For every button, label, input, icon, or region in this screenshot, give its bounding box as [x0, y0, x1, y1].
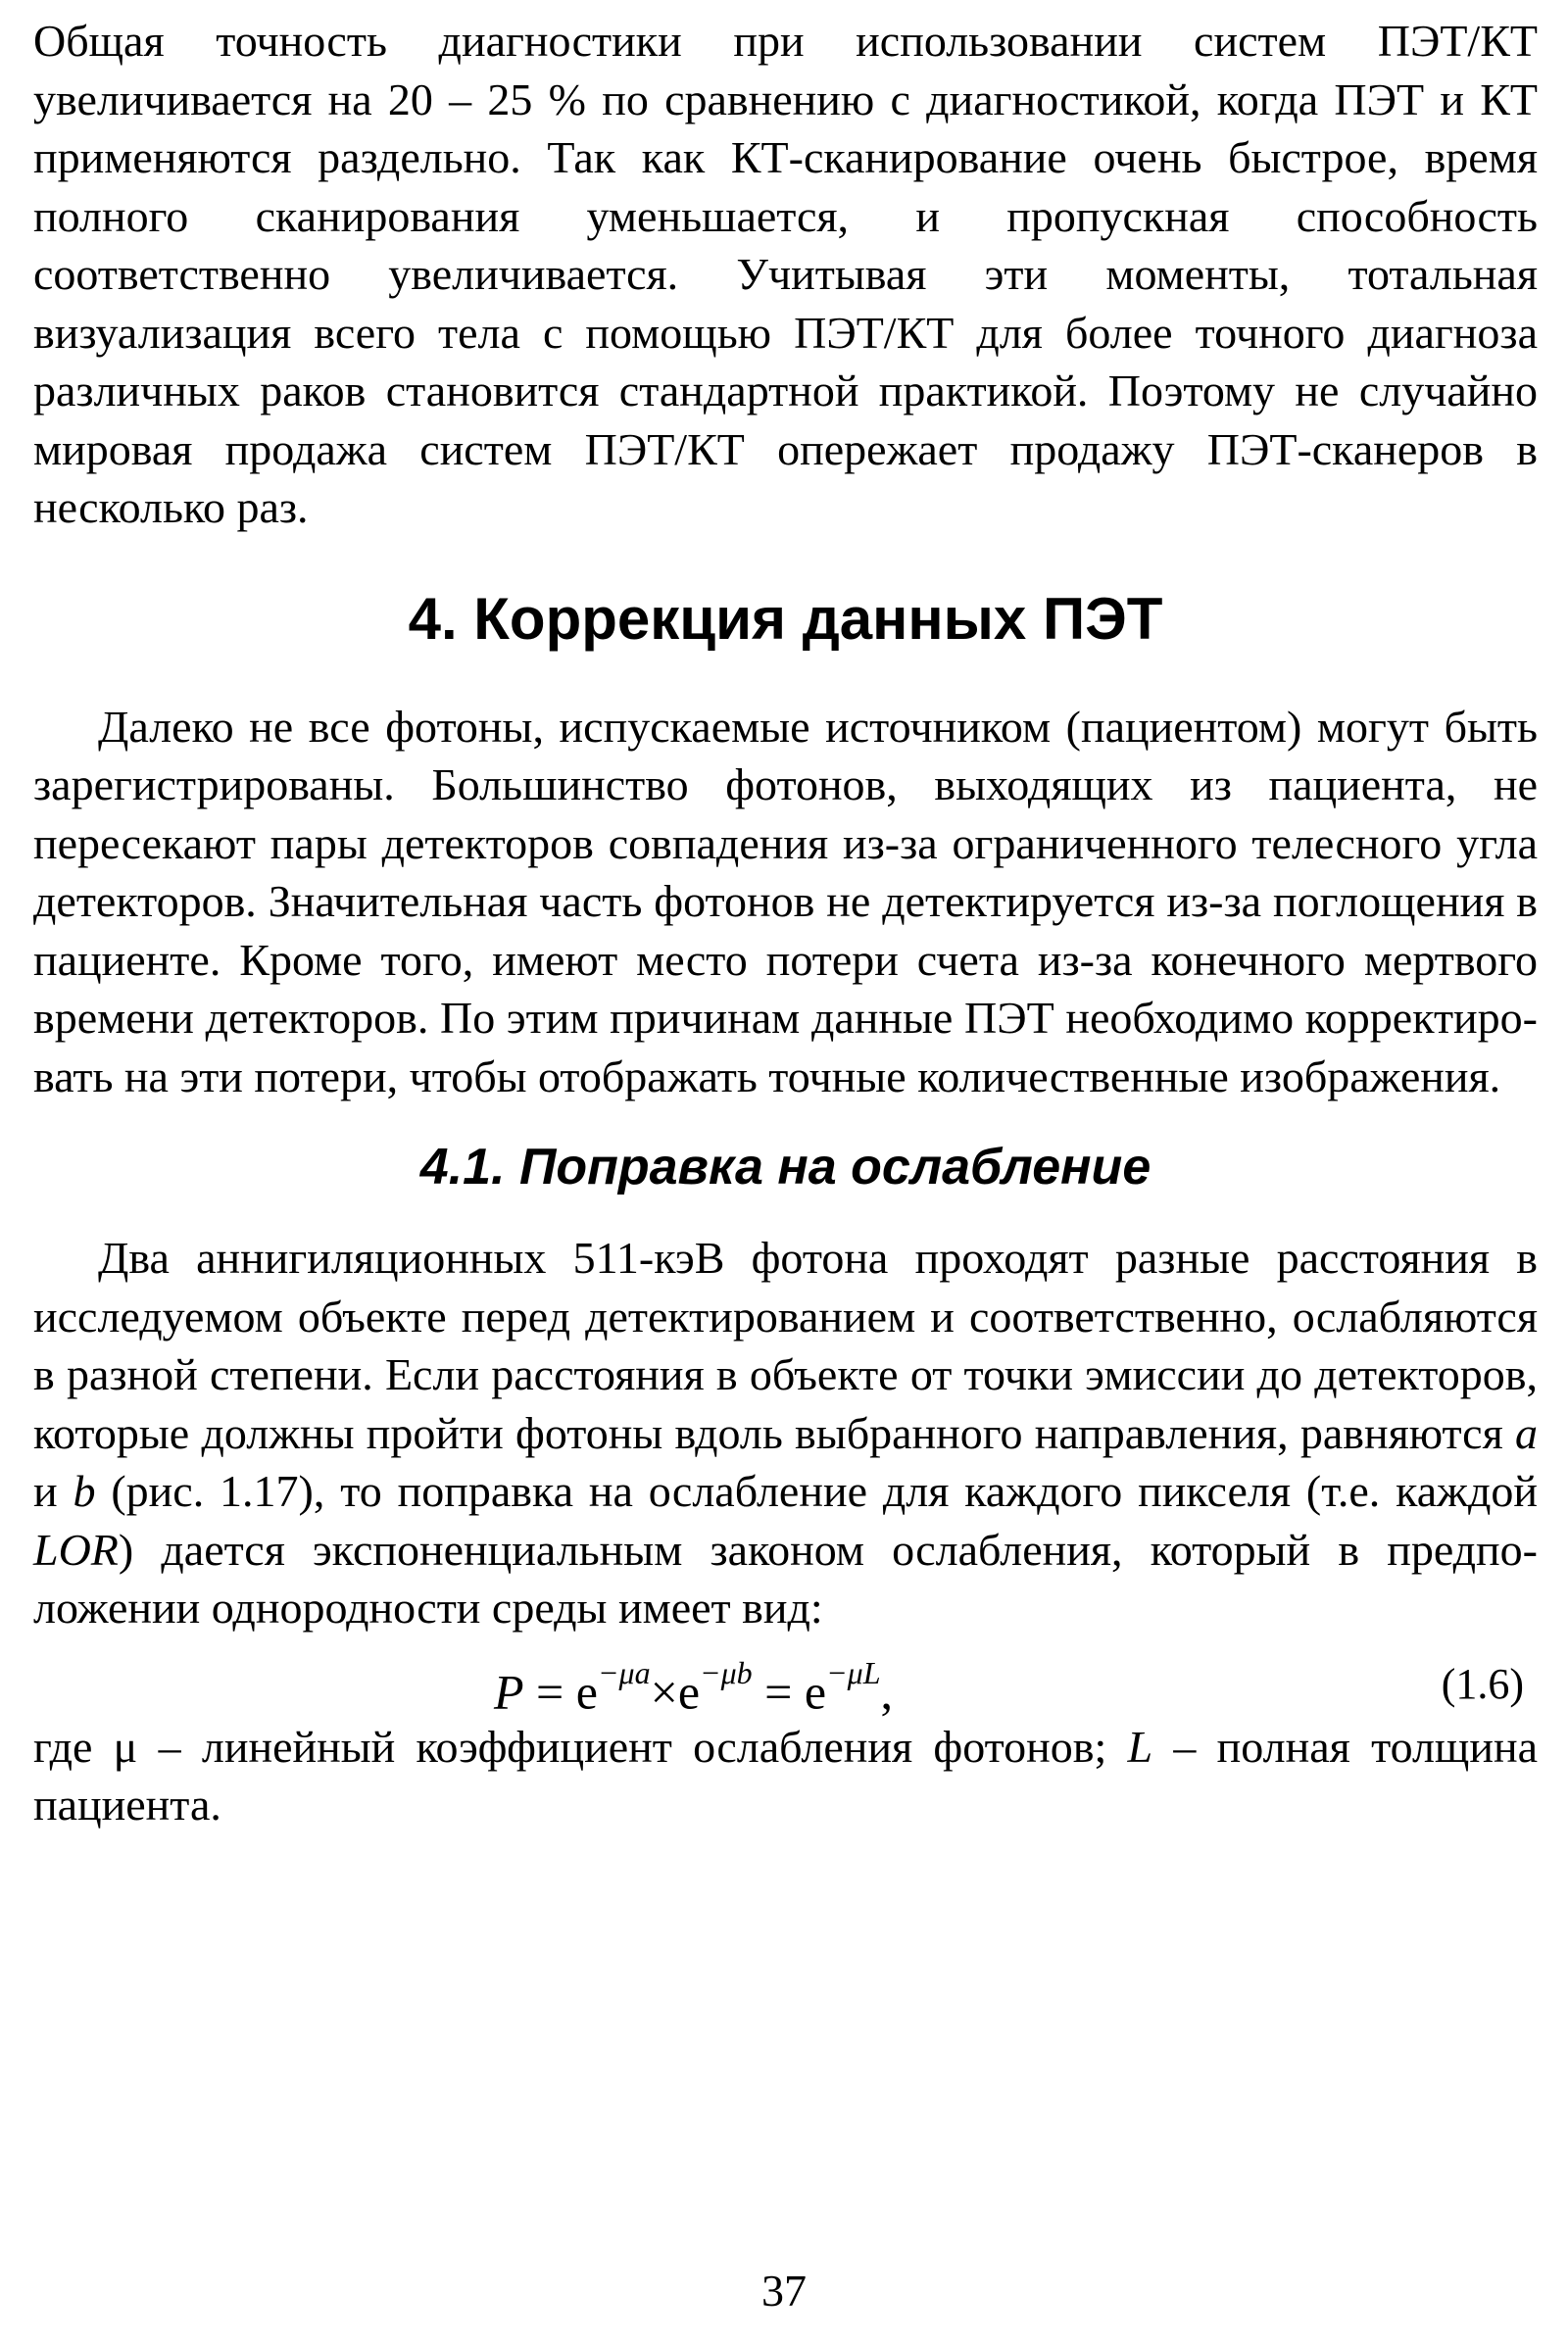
variable-a: a — [1515, 1407, 1538, 1458]
equation-exp-base-2: e — [677, 1664, 701, 1720]
equation-lhs: P — [494, 1664, 524, 1720]
equation-exp-base-3: e — [804, 1664, 827, 1720]
paragraph-intro: Общая точность диагностики при использовании систем ПЭТ/КТ увеличивается на 20 – 25 % по сравнению с диагностикой, когда ПЭТ и КТ применяются раздельно. Так как КТ-сканирование очень быстрое, время полного сканирования уменьшается, и пропускная способность соответственно увеличивается. Учитывая эти моменты, тотальная визуализация всего тела с помощью ПЭТ/КТ для более точного диагноза различных раков становится стандартной практикой. Поэтому не случайно мировая продажа систем ПЭТ/КТ опережает продажу ПЭТ-сканеров в несколько раз. — [33, 16, 1538, 532]
attenuation-text-3: ) дается экспоненциальным законом ослабления, который в предположении однородности среды имеет вид: — [33, 1524, 1538, 1633]
equation-comma: , — [880, 1664, 894, 1720]
equation-body — [494, 1651, 893, 1722]
after-formula-text-2: – полная толщина пациента. — [33, 1721, 1538, 1830]
equation-exp-base-1: e — [575, 1664, 598, 1720]
equation-number: (1.6) — [1441, 1659, 1524, 1708]
paragraph-section-4: Далеко не все фотоны, испускаемые источником (пациентом) могут быть зарегистрированы. Большинство фотонов, выходящих из пациента, не пересекают пары детекторов совпадения из-за ограниченного телесного угла детекторов. Значительная часть фотонов не детектируется из-за поглощения в пациенте. Кроме того, имеют место потери счета из-за конечного мертвого времени детекторов. По этим причинам данные ПЭТ необходимо корректировать на эти потери, чтобы отображать точные количественные изображения. — [33, 701, 1538, 1101]
equation-exponent-1: −μa — [597, 1654, 651, 1690]
equation-1-6 — [33, 1637, 1538, 1718]
and-word: и — [33, 1466, 74, 1516]
equation-exponent-2: −μb — [700, 1654, 753, 1690]
paragraph-after-formula — [33, 1718, 1538, 1834]
equation-times: × — [650, 1664, 678, 1720]
variable-L: L — [1127, 1721, 1153, 1772]
attenuation-text-1: Два аннигиляционных 511-кэВ фотона проходят разные расстояния в исследуемом объекте перед детектированием и соответственно, ослабляются в разной степени. Если расстояния в объекте от точки эмиссии до детекторов, которые должны пройти фотоны вдоль выбранного направления, равняются — [33, 1233, 1538, 1458]
equation-equals-1: = — [523, 1664, 576, 1720]
page-number: 37 — [761, 2266, 807, 2316]
attenuation-text-2: (рис. 1.17), то поправка на ослабление для каждого пикселя (т.е. каждой — [95, 1466, 1538, 1516]
paragraph-attenuation — [33, 1229, 1538, 1637]
variable-b: b — [73, 1466, 96, 1516]
equation-equals-2: = — [752, 1664, 805, 1720]
subsection-heading-4-1: 4.1. Поправка на ослабление — [419, 1139, 1152, 1195]
document-page — [33, 12, 1538, 1834]
after-formula-text-1: где μ – линейный коэффициент ослабления фотонов; — [33, 1721, 1128, 1772]
variable-lor: LOR — [33, 1524, 119, 1575]
equation-exponent-3: −μL — [826, 1654, 881, 1690]
section-heading-4: 4. Коррекция данных ПЭТ — [408, 585, 1163, 652]
